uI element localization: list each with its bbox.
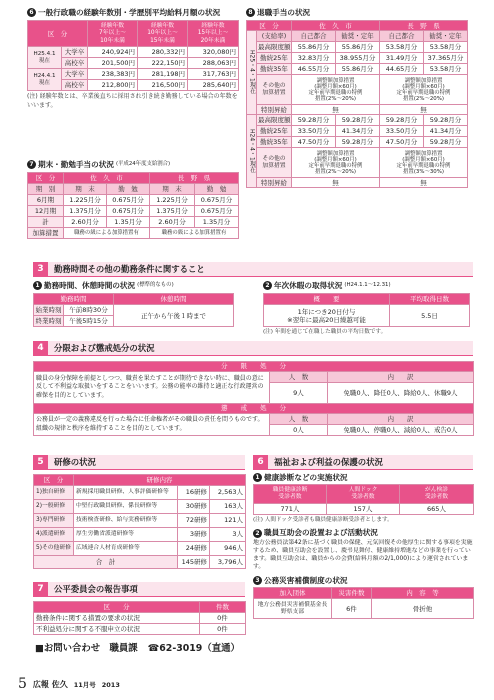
- sec5-table: [33, 474, 246, 569]
- s6-cell: 281,198円: [138, 69, 188, 80]
- sec3-h-avg: 平均取得日数: [390, 294, 470, 305]
- s6-cell: 320,080円: [188, 47, 239, 58]
- s8-other24-saku: 調整額加算措置 (調整月額×60月) 定年前早期退職の特例 措置(2%～20%): [292, 148, 380, 178]
- s8-cell: 53.58月分: [380, 42, 424, 53]
- sec3-end-label: 終業時刻: [35, 317, 62, 326]
- sec7-title: 公平委員会の報告事項: [54, 583, 138, 594]
- sec5-row-people: 121人: [210, 514, 246, 528]
- sec7-number: 7: [33, 582, 48, 597]
- section-7-bar: [33, 582, 245, 597]
- sec3-sub1-title-text: 勤務時間、休憩時間の状況: [44, 281, 136, 290]
- s7-h-period: 期 別: [28, 184, 64, 195]
- s6-edu: 大学卒: [62, 47, 88, 58]
- s8-cell: 55.86月分: [336, 64, 380, 75]
- s7-cell: 0.675月分: [107, 195, 150, 206]
- sec6-h-gan: がん検診 受診者数: [400, 485, 474, 504]
- sec4-h-choukai: 懲 戒 処 分: [34, 404, 474, 414]
- s7-row-label: 6月期: [28, 195, 64, 206]
- s7-title-small: (平成24年度支給割合): [115, 161, 171, 168]
- sec4-number: 4: [33, 341, 48, 356]
- sec6-sub2-text: 地方公務員法第42条に基づく職員の保健、元気回復その他厚生に関する事項を実施するため、職員互助会を設置し、慶弔見舞付、健康維持増進などの事業を行っています。職員互助会は、職員からの会費(給料月額の2/1,000)により運営されています。: [253, 539, 473, 570]
- s7-h-kinben: 勤 勉: [107, 184, 150, 195]
- section-6-bar: [253, 455, 473, 470]
- s7-cell: 0.675月分: [195, 195, 239, 206]
- s8-h-kanshou: 勧奨・定年: [336, 31, 380, 42]
- contact-phone: ☎62-3019（直通）: [147, 643, 240, 654]
- s6-cell: 288,063円: [188, 58, 239, 69]
- sec5-number: 5: [33, 455, 48, 470]
- sec3-leave-note: (注) 年間を通じて在職した職員の平均日数です。: [263, 329, 387, 336]
- s6-date-24: H24.4.1 現在: [28, 69, 62, 91]
- sec3-rest-val: 正午から午後１時まで: [114, 305, 234, 327]
- section-8-retirement: [246, 8, 467, 188]
- s8-cell: 59.28月分: [380, 115, 424, 126]
- section-4-bar: [33, 341, 473, 356]
- sec6-sub1-title: [253, 473, 473, 482]
- sec6-sub2-title: [253, 528, 473, 537]
- s6-cell: 212,800円: [88, 80, 138, 91]
- sec3-leave-desc: 1年につき20日付与 ※翌年に最高20日繰越可能: [264, 305, 390, 327]
- s8-other24-nagano: 調整額加算措置 (調整月額×60月) 定年前早期退職の特例 措置(3%～30%): [380, 148, 468, 178]
- contact-line: [35, 643, 335, 655]
- sec7-row-count: 0件: [200, 613, 246, 624]
- sec5-title: 研修の状況: [54, 456, 96, 467]
- sec7-table-wrap: [33, 601, 245, 635]
- s7-h-saku: 佐 久 市: [64, 173, 150, 184]
- sec3-number: 3: [33, 262, 48, 277]
- s8-cell: 31.49月分: [380, 53, 424, 64]
- sec5-row-count: 16研修: [178, 486, 210, 500]
- sec6-h-dock: 人間ドック 受診者数: [327, 485, 400, 504]
- s8-cell: 59.28月分: [336, 115, 380, 126]
- s7-h-nagano: 長 野 県: [150, 173, 239, 184]
- sec4-bunken-detail: 免職0人、降任0人、降給0人、休職9人: [328, 383, 474, 404]
- sec7-bar: [33, 582, 245, 597]
- s8-row-label: 勤続35年: [257, 137, 292, 148]
- s8-other-label: その他の 加算措置: [257, 75, 292, 105]
- s7-cell: 2.60月分: [150, 217, 195, 228]
- s7-h-class: 区 分: [28, 173, 64, 184]
- sec3-leave-avg: 5.5日: [390, 305, 470, 327]
- circle-number-1-icon: 1: [253, 473, 262, 482]
- sec3-work-hours: [33, 281, 233, 327]
- s6-h-class: 区 分: [28, 21, 88, 47]
- sec5-row-label: 4)派遣研修: [34, 528, 74, 542]
- s6-cell: 280,332円: [138, 47, 188, 58]
- s8-side-24-text: H24・4・1現在: [248, 128, 256, 173]
- s8-cell: 46.55月分: [292, 64, 336, 75]
- s6-table: [27, 20, 239, 91]
- s7-add-saku: 職務の級による加算措置有: [64, 228, 150, 239]
- s8-side-25: [247, 31, 257, 115]
- s8-cell: 59.28月分: [292, 115, 336, 126]
- s6-h-y15: 経験年数 15年以上～ 20年未満: [188, 21, 239, 47]
- sec3-work-table: [33, 293, 234, 327]
- sec5-row-content: 新規採用職員研修、人事評価研修等: [74, 486, 178, 500]
- sec6-h-kenshin: 職員健康診断 受診者数: [254, 485, 327, 504]
- s6-title: [27, 8, 238, 17]
- sec5-row-content: 中堅行政職員研修、係長研修等: [74, 500, 178, 514]
- s7-cell: 1.35月分: [195, 217, 239, 228]
- s6-cell: 222,150円: [138, 58, 188, 69]
- s8-row-label: 勤続25年: [257, 53, 292, 64]
- sec6-kenshin: 771人: [254, 504, 327, 515]
- footer-year: 2013: [101, 680, 120, 689]
- s8-cell: 59.28月分: [424, 137, 468, 148]
- s8-other25-nagano: 調整額加算措置 (調整月額×60月) 定年前早期退職の特例 措置(2%～20%): [380, 75, 468, 105]
- sec3-sub2-small: (H24.1.1～12.31): [344, 282, 391, 289]
- sec3-sub2-title: [263, 281, 469, 290]
- s8-cell: 53.58月分: [424, 64, 468, 75]
- s6-cell: 317,763円: [188, 69, 239, 80]
- sec5-row-people: 3人: [210, 528, 246, 542]
- sec6-sub1-title-text: 健康診断などの実施状況: [264, 473, 348, 482]
- sec3-leave-table: [263, 293, 470, 327]
- s7-cell: 1.375月分: [64, 206, 107, 217]
- s8-row-label: 最高限度額: [258, 43, 291, 52]
- sec6-body: 地方公務員災害補償基金長野県支部: [254, 599, 332, 619]
- sec3-bar: [33, 262, 473, 277]
- s7-cell: 0.675月分: [107, 206, 150, 217]
- sec4-table: [33, 361, 474, 436]
- s6-title-text: 一般行政職の経験年数別・学歴別平均給料月額の状況: [38, 8, 221, 17]
- sec3-title: 勤務時間その他の勤務条件に関すること: [54, 263, 205, 274]
- section-7-bonus: [27, 160, 238, 239]
- sec6-number: 6: [253, 455, 268, 470]
- s7-table: [27, 172, 239, 239]
- s8-h-reason: (支給率): [257, 31, 292, 42]
- magazine-logo: 広報 佐久: [32, 680, 68, 689]
- s8-cell: 55.86月分: [336, 42, 380, 53]
- sec5-h-class: 区 分: [34, 475, 74, 486]
- s6-h-y7: 経験年数 7年以上～ 10年未満: [88, 21, 138, 47]
- sec4-h-detail: 内 訳: [328, 414, 474, 425]
- s8-table: [246, 20, 468, 188]
- sec6-health-table: [253, 484, 474, 515]
- sec5-row-content: 技術検査研修、給与実務研修等: [74, 514, 178, 528]
- s7-cell: 1.225月分: [64, 195, 107, 206]
- sec7-row-label: 勤務条件に関する措置の要求の状況: [34, 613, 200, 624]
- s8-row-label: 最高限度額: [258, 116, 291, 125]
- s7-add-label: 加算措置: [28, 228, 64, 239]
- sec4-choukai-people: 0人: [270, 425, 328, 436]
- s8-special-label: 特別昇給: [257, 178, 292, 188]
- sec6-bar: [253, 455, 473, 470]
- footer-month: 11月号: [73, 680, 96, 689]
- sec5-row-label: 3)専門研修: [34, 514, 74, 528]
- s8-cell: 41.34月分: [424, 126, 468, 137]
- s8-h-saku: 佐 久 市: [292, 21, 380, 31]
- s8-row-label: 勤続35年: [257, 64, 292, 75]
- sec5-row-content: 広域連合人材育成研修等: [74, 542, 178, 556]
- sec6-content: [253, 473, 473, 619]
- s8-cell: 59.28月分: [424, 115, 468, 126]
- sec7-row-label: 不利益処分に関する不服申立の状況: [34, 624, 200, 635]
- sec5-row-count: 24研修: [178, 542, 210, 556]
- s7-row-label: 計: [28, 217, 64, 228]
- sec4-h-bunken: 分 限 処 分: [34, 362, 474, 372]
- s6-cell: 201,500円: [88, 58, 138, 69]
- footer: [18, 677, 218, 693]
- s8-cell: 41.34月分: [336, 126, 380, 137]
- s7-row-label: 12月期: [28, 206, 64, 217]
- s6-cell: 216,500円: [138, 80, 188, 91]
- s8-cell: 47.50月分: [292, 137, 336, 148]
- s8-special-label: 特別昇給: [257, 105, 292, 115]
- section-6-salary: [27, 8, 238, 110]
- sec5-total-label: 合 計: [34, 556, 178, 569]
- section-5-bar: [33, 455, 245, 470]
- s6-edu: 大学卒: [62, 69, 88, 80]
- s7-add-nagano: 職務の級による加算措置有: [150, 228, 239, 239]
- circle-number-7-icon: 7: [27, 160, 36, 169]
- sec5-row-count: 72研修: [178, 514, 210, 528]
- sec5-h-content: 研修内容: [74, 475, 246, 486]
- sec3-h-summary: 概 要: [264, 294, 390, 305]
- sec7-h-count: 件数: [200, 602, 246, 613]
- sec3-sub2-title-text: 年次休暇の取得状況: [274, 281, 343, 290]
- sec4-bunken-people: 9人: [270, 383, 328, 404]
- sec6-disaster-table: [253, 587, 474, 619]
- s7-cell: 2.60月分: [64, 217, 107, 228]
- sec7-row-count: 0件: [200, 624, 246, 635]
- sec6-sub3-title-text: 公務災害補償制度の状況: [264, 575, 348, 585]
- s8-h-self: 自己都合: [292, 31, 336, 42]
- s8-h-nagano: 長 野 県: [380, 21, 468, 31]
- sec6-title: 福祉および利益の保護の状況: [274, 456, 383, 467]
- s6-cell: 285,640円: [188, 80, 239, 91]
- s6-edu: 高校卒: [62, 58, 88, 69]
- sec4-choukai-detail: 免職0人、停職0人、減給0人、戒告0人: [328, 425, 474, 436]
- s7-cell: 1.375月分: [150, 206, 195, 217]
- sec4-h-people: 人 数: [270, 372, 328, 383]
- sec6-sub1-note: (注) 人間ドック受診者も職員健康診断受診者とします。: [253, 517, 393, 524]
- s8-cell: 33.50月分: [292, 126, 336, 137]
- sec3-sub1-small: (標準的なもの): [137, 282, 174, 289]
- s8-other25-saku: 調整額加算措置 (調整月額×60月) 定年前早期退職の特例 措置(2%～20%): [292, 75, 380, 105]
- sec5-row-count: 30研修: [178, 500, 210, 514]
- sec5-row-people: 2,563人: [210, 486, 246, 500]
- circle-number-3-icon: 3: [253, 576, 262, 585]
- s8-cell: 59.28月分: [336, 137, 380, 148]
- sec6-sub3-title: [253, 576, 473, 585]
- s8-special24-saku: 無: [292, 178, 380, 188]
- sec4-bunken-text: 職員の身分保障を前提としつつ、職責を果たすことが期待できない時に、職員の意に反して不利益な取扱いをすることをいいます。公務の能率の維持と適正な行政運営の確保を目的としています。: [34, 372, 270, 404]
- sec3-sub1-title: [33, 281, 233, 290]
- s8-cell: 38.955月分: [336, 53, 380, 64]
- sec4-h-people: 人 数: [270, 414, 328, 425]
- sec4-title: 分限および懲戒処分の状況: [54, 342, 155, 353]
- s8-side-25-text: H25・4・1現在: [248, 50, 256, 94]
- s7-cell: 1.35月分: [107, 217, 150, 228]
- sec6-h-cases: 災害件数: [332, 588, 372, 599]
- s8-title-text: 退職手当の状況: [257, 8, 311, 17]
- sec6-h-body: 加入団体: [254, 588, 332, 599]
- sec5-total-people: 3,796人: [210, 556, 246, 569]
- circle-number-1-icon: 1: [33, 281, 42, 290]
- sec5-row-label: 1)独自研修: [34, 486, 74, 500]
- circle-number-2-icon: 2: [263, 281, 272, 290]
- sec3-start-val: 午前8時30分: [64, 305, 114, 316]
- s8-h-kanshou: 勧奨・定年: [424, 31, 468, 42]
- s6-date-25: H25.4.1 現在: [28, 47, 62, 69]
- sec6-cases: 6件: [332, 599, 372, 619]
- sec7-table: [33, 601, 246, 635]
- sec6-sub2-title-text: 職員互助会の設置および活動状況: [264, 528, 378, 538]
- sec4-h-detail: 内 訳: [328, 372, 474, 383]
- sec3-h-rest: 休憩時間: [114, 294, 234, 305]
- s8-title: [246, 8, 467, 17]
- s8-special25-nagano: 無: [380, 105, 468, 115]
- s7-title-text: 期末・勤勉手当の状況: [38, 160, 114, 169]
- s8-cell: 37.365月分: [424, 53, 468, 64]
- s7-h-kinben: 勤 勉: [195, 184, 239, 195]
- s8-special24-nagano: 無: [380, 178, 468, 188]
- sec5-table-wrap: [33, 474, 245, 569]
- s8-cell: 33.50月分: [380, 126, 424, 137]
- s8-cell: 44.65月分: [380, 64, 424, 75]
- s8-cell: 32.83月分: [292, 53, 336, 64]
- s8-h-class: 区 分: [247, 21, 292, 31]
- sec3-end-val: 午後5時15分: [64, 316, 114, 327]
- s7-title: [27, 160, 238, 169]
- s8-other-label: その他の 加算措置: [257, 148, 292, 178]
- s8-cell: 53.58月分: [424, 42, 468, 53]
- s6-edu: 高校卒: [62, 80, 88, 91]
- s8-side-24: [247, 115, 257, 188]
- page-number: 5: [18, 676, 27, 693]
- sec5-row-people: 163人: [210, 500, 246, 514]
- sec7-h-class: 区 分: [34, 602, 200, 613]
- sec5-bar: [33, 455, 245, 470]
- sec6-content-val: 骨折他: [372, 599, 474, 619]
- sec6-dock: 157人: [327, 504, 400, 515]
- sec6-gan: 665人: [400, 504, 474, 515]
- s8-cell: 55.86月分: [292, 42, 336, 53]
- sec4-bar: [33, 341, 473, 356]
- sec3-annual-leave: [263, 281, 469, 336]
- s8-special25-saku: 無: [292, 105, 380, 115]
- sec5-row-content: 厚生労働省派遣研修等: [74, 528, 178, 542]
- sec6-h-content: 内 容 等: [372, 588, 474, 599]
- s8-cell: 47.50月分: [380, 137, 424, 148]
- s6-note: (注) 経験年数とは、卒業後直ちに採用され引き続き勤務している場合の年数をいいます。: [27, 93, 238, 109]
- s7-h-kimatsu: 期 末: [64, 184, 107, 195]
- s6-cell: 240,924円: [88, 47, 138, 58]
- circle-number-6-icon: 6: [27, 8, 36, 17]
- sec5-row-label: 2)一般研修: [34, 500, 74, 514]
- s6-h-y10: 経験年数 10年以上～ 15年未満: [138, 21, 188, 47]
- sec5-total-count: 145研修: [178, 556, 210, 569]
- s7-cell: 0.675月分: [195, 206, 239, 217]
- s6-cell: 238,383円: [88, 69, 138, 80]
- contact-label: ■お問い合わせ 職員課: [35, 643, 138, 654]
- sec5-row-count: 3研修: [178, 528, 210, 542]
- s7-cell: 1.225月分: [150, 195, 195, 206]
- s8-h-self: 自己都合: [380, 31, 424, 42]
- circle-number-2-icon: 2: [253, 529, 262, 538]
- sec3-start-label: 始業時刻: [35, 306, 62, 315]
- circle-number-8-icon: 8: [246, 8, 255, 17]
- sec3-h-work: 勤務時間: [34, 294, 114, 305]
- s8-row-label: 勤続25年: [257, 126, 292, 137]
- sec5-row-label: 5)その他研修: [34, 542, 74, 556]
- sec4-choukai-text: 公務員が一定の義務違反を行った場合に任命権者がその職員の責任を問うものです。組織の規律と秩序を維持することを目的としています。: [34, 414, 270, 436]
- section-3-bar: [33, 262, 473, 277]
- sec4-table-wrap: [33, 361, 473, 436]
- sec5-row-people: 946人: [210, 542, 246, 556]
- s7-h-kimatsu: 期 末: [150, 184, 195, 195]
